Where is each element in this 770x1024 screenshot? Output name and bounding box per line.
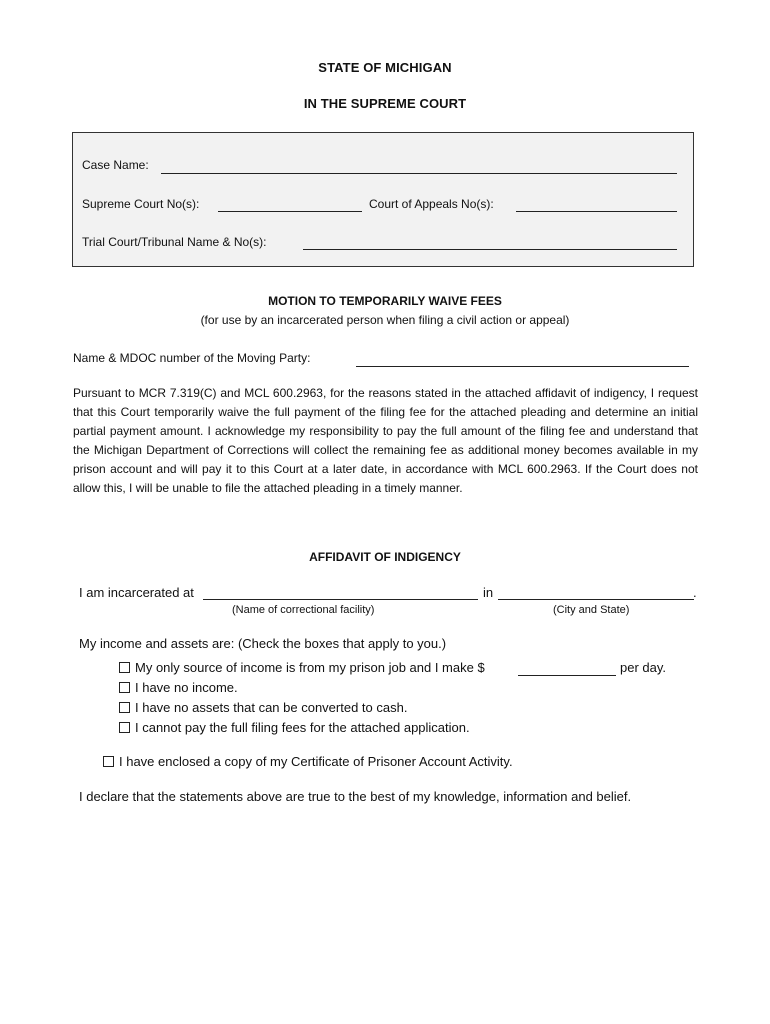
enclosed-certificate-label: I have enclosed a copy of my Certificate of Prisoner Account Activity. [119,754,513,769]
daily-wage-field[interactable] [518,675,616,676]
cannot-pay-label: I cannot pay the full filing fees for the attached application. [135,720,470,735]
moving-party-label: Name & MDOC number of the Moving Party: [73,351,311,365]
prison-job-label: My only source of income is from my prison job and I make $ [135,660,485,675]
declaration: I declare that the statements above are true to the best of my knowledge, information and belief. [79,789,632,804]
city-caption: (City and State) [553,604,630,616]
income-intro: My income and assets are: (Check the boxes that apply to you.) [79,636,447,651]
option-cannot-pay [119,720,470,735]
trial-court-field[interactable] [303,249,677,250]
moving-party-field[interactable] [356,366,689,367]
case-name-label: Case Name: [82,158,149,172]
enclosed-certificate-checkbox[interactable] [103,756,114,767]
no-income-label: I have no income. [135,680,238,695]
option-enclosed-certificate [103,754,513,769]
facility-caption: (Name of correctional facility) [232,604,375,616]
supreme-court-number-field[interactable] [218,211,362,212]
in-label: in [483,585,494,600]
motion-body: Pursuant to MCR 7.319(C) and MCL 600.2963, for the reasons stated in the attached affidavit of indigency, I request that this Court temporarily waive the full payment of the filing fee for the attached pleading and determine an initial partial payment amount. I acknowledge my responsibility to pay the full amount of the filing fee and understand that the Michigan Department of Corrections will collect the remaining fee as additional money becomes available in my prison account and will pay it to this Court at a later date, in accordance with MCL 600.2963. If the Court does not allow this, I will be unable to file the attached pleading in a timely manner. [73,386,698,495]
supreme-court-number-label: Supreme Court No(s): [82,197,200,211]
option-prison-job [119,660,485,675]
no-income-checkbox[interactable] [119,682,130,693]
trial-court-label: Trial Court/Tribunal Name & No(s): [82,235,267,249]
no-assets-checkbox[interactable] [119,702,130,713]
period: . [693,585,697,600]
state-heading: STATE OF MICHIGAN [318,60,452,75]
affidavit-title: AFFIDAVIT OF INDIGENCY [309,550,461,564]
motion-title: MOTION TO TEMPORARILY WAIVE FEES [268,294,502,308]
cannot-pay-checkbox[interactable] [119,722,130,733]
option-no-income [119,680,238,695]
court-of-appeals-number-field[interactable] [516,211,677,212]
no-assets-label: I have no assets that can be converted to cash. [135,700,408,715]
facility-name-field[interactable] [203,599,478,600]
motion-subtitle: (for use by an incarcerated person when filing a civil action or appeal) [200,313,570,327]
city-state-field[interactable] [498,599,694,600]
per-day-label: per day. [620,660,667,675]
court-of-appeals-number-label: Court of Appeals No(s): [369,197,494,211]
court-heading: IN THE SUPREME COURT [303,96,467,111]
prison-job-checkbox[interactable] [119,662,130,673]
incarcerated-label: I am incarcerated at [79,585,194,600]
option-no-assets [119,700,407,715]
case-name-field[interactable] [161,173,677,174]
